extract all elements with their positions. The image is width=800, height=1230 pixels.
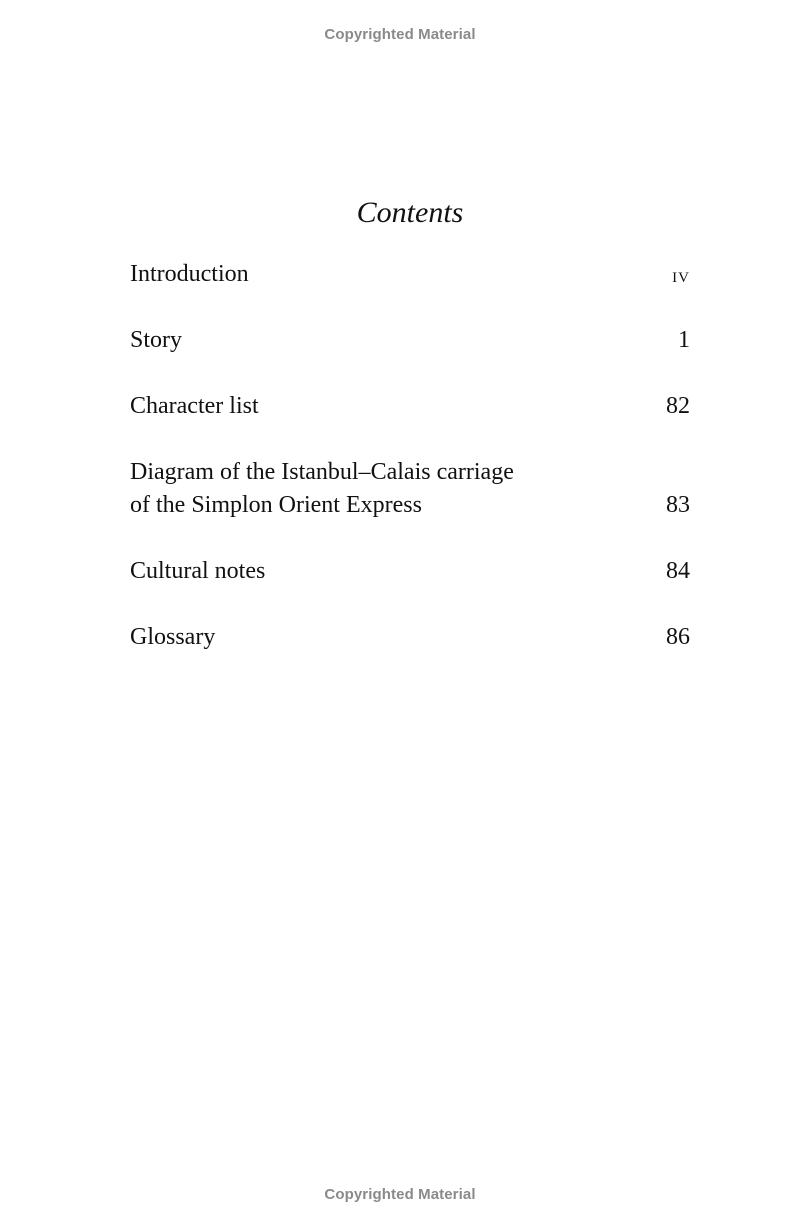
toc-entry-label-line: of the Simplon Orient Express — [130, 492, 422, 518]
toc-entry-page-number: 1 — [678, 327, 690, 353]
copyright-watermark-bottom: Copyrighted Material — [324, 1186, 476, 1203]
toc-entry-page-number: 82 — [666, 393, 690, 419]
toc-entry-cultural-notes — [130, 555, 690, 588]
contents-heading: Contents — [356, 196, 464, 229]
toc-entry-label-line: Introduction — [130, 261, 249, 287]
toc-entry-diagram — [130, 456, 690, 522]
toc-entry-label — [130, 621, 215, 654]
toc-entry-label — [130, 555, 265, 588]
toc-entry-label-line: Glossary — [130, 624, 216, 650]
toc-entry-page-number: 84 — [666, 558, 690, 584]
toc-entry-page-number: 83 — [666, 492, 690, 518]
toc-entry-label-line: Cultural notes — [130, 558, 266, 584]
toc-entry-label — [130, 324, 182, 357]
toc-entry-label — [130, 258, 249, 291]
toc-entry-page-number: 86 — [666, 624, 690, 650]
toc-entry-story — [130, 324, 690, 357]
toc-entry-label-line: Character list — [130, 393, 259, 419]
toc-entry-label — [130, 390, 259, 423]
toc-entry-label-line: Diagram of the Istanbul–Calais carriage — [130, 459, 514, 485]
copyright-watermark-top: Copyrighted Material — [324, 26, 476, 43]
toc-entry-glossary — [130, 621, 690, 654]
toc-entry-label — [130, 456, 514, 522]
toc-entry-introduction — [130, 258, 690, 291]
toc-entry-character-list — [130, 390, 690, 423]
toc-entry-label-line: Story — [130, 327, 183, 353]
toc-entry-page-number: iv — [672, 262, 690, 287]
table-of-contents — [130, 258, 690, 654]
